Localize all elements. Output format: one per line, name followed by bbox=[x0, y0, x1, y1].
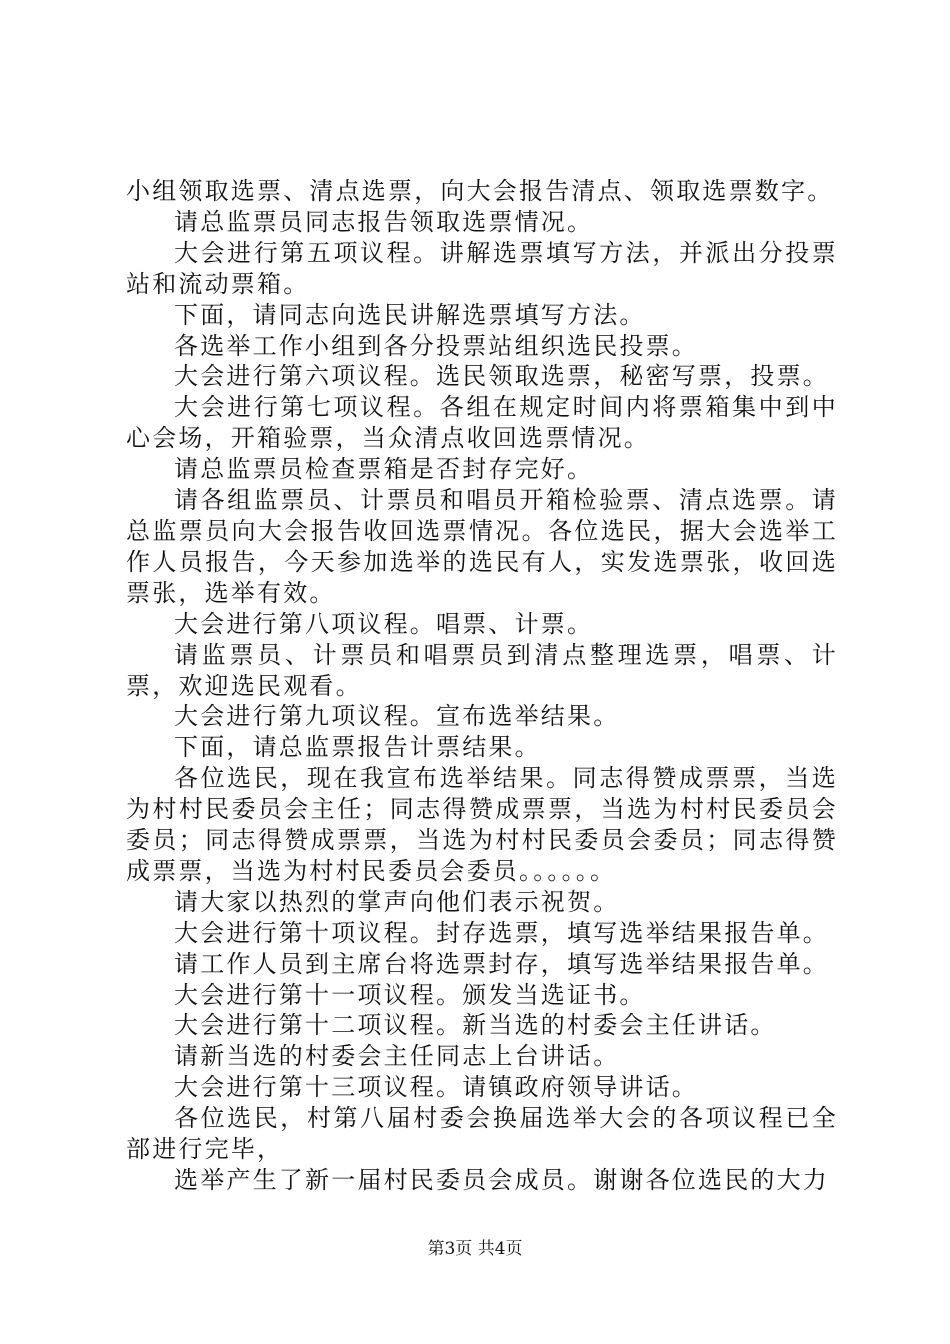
paragraph: 大会进行第十一项议程。颁发当选证书。 bbox=[174, 980, 646, 1009]
paragraph: 大会进行第九项议程。宣布选举结果。 bbox=[174, 702, 620, 731]
paragraph: 请新当选的村委会主任同志上台讲话。 bbox=[174, 1042, 620, 1071]
paragraph: 各位选民，现在我宣布选举结果。同志得赞成票票，当选为村村民委员会主任；同志得赞成票票，当选为村村民委员会委员；同志得赞成票票，当选为村村民委员会委员；同志得赞成票票，当选为村村民委员会委员。。。。。。 bbox=[126, 764, 838, 885]
paragraph: 大会进行第六项议程。选民领取选票，秘密写票，投票。 bbox=[174, 362, 829, 391]
paragraph: 请总监票员检查票箱是否封存完好。 bbox=[174, 455, 594, 484]
paragraph: 请总监票员同志报告领取选票情况。 bbox=[174, 207, 594, 236]
paragraph: 各位选民，村第八届村委会换届选举大会的各项议程已全部进行完毕， bbox=[126, 1104, 838, 1164]
paragraph: 大会进行第八项议程。唱票、计票。 bbox=[174, 609, 594, 638]
page-number-label: 第3页 共4页 bbox=[427, 1239, 523, 1259]
paragraph: 请监票员、计票员和唱票员到清点整理选票，唱票、计票，欢迎选民观看。 bbox=[126, 640, 838, 700]
paragraph: 请各组监票员、计票员和唱员开箱检验票、清点选票。请总监票员向大会报告收回选票情况。各位选民，据大会选举工作人员报告，今天参加选举的选民有人，实发选票张，收回选票张，选举有效。 bbox=[126, 486, 838, 607]
paragraph: 请工作人员到主席台将选票封存，填写选举结果报告单。 bbox=[174, 949, 829, 978]
document-body bbox=[126, 176, 838, 1196]
paragraph: 请大家以热烈的掌声向他们表示祝贺。 bbox=[174, 887, 620, 916]
paragraph: 下面，请总监票报告计票结果。 bbox=[174, 733, 541, 762]
paragraph: 各选举工作小组到各分投票站组织选民投票。 bbox=[174, 331, 698, 360]
paragraph: 选举产生了新一届村民委员会成员。谢谢各位选民的大力 bbox=[174, 1166, 829, 1194]
paragraph: 大会进行第五项议程。讲解选票填写方法，并派出分投票站和流动票箱。 bbox=[126, 238, 838, 298]
paragraph: 大会进行第十二项议程。新当选的村委会主任讲话。 bbox=[174, 1011, 777, 1040]
paragraph: 大会进行第十项议程。封存选票，填写选举结果报告单。 bbox=[174, 918, 829, 947]
paragraph: 下面，请同志向选民讲解选票填写方法。 bbox=[174, 300, 646, 329]
paragraph: 小组领取选票、清点选票，向大会报告清点、领取选票数字。 bbox=[126, 177, 834, 205]
paragraph: 大会进行第十三项议程。请镇政府领导讲话。 bbox=[174, 1073, 698, 1102]
page-footer bbox=[0, 1234, 950, 1259]
paragraph: 大会进行第七项议程。各组在规定时间内将票箱集中到中心会场，开箱验票，当众清点收回选票情况。 bbox=[126, 393, 838, 453]
